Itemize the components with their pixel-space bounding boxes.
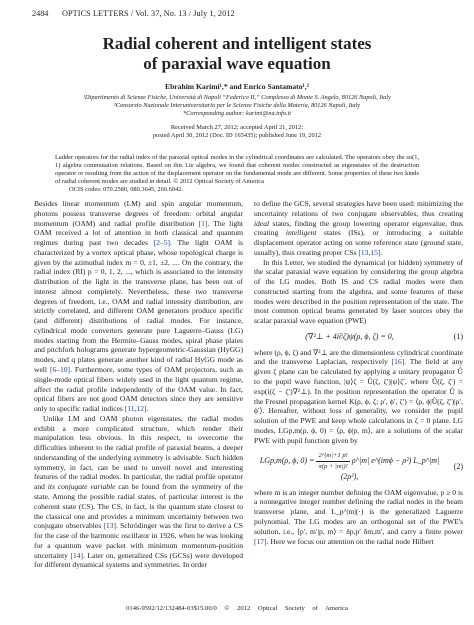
equation-2-lhs: LGp,m(ρ, ϕ, 0) = xyxy=(259,456,315,466)
page-footer: 0146-9592/12/132484-03$15.00/0 © 2012 Optical Society of America xyxy=(126,605,348,612)
paragraph-text: . Schrödinger was the first to derive a CS for the case of the harmonic oscillator in 1926, when he was looking for a quantum wave packet with minimum momentum-position uncertainty xyxy=(34,521,243,560)
title-line-2: of paraxial wave equation xyxy=(143,54,331,73)
emphasis-text: ideal xyxy=(254,218,270,228)
title-line-1: Radial coherent and intelligent states xyxy=(102,34,372,53)
left-paragraph-1 xyxy=(34,199,243,414)
ocis-codes: OCIS codes: 070.2580, 080.3645, 260.6042. xyxy=(69,186,183,194)
abstract-text: Ladder operators for the radial index of the paraxial optical modes in the cylindrical coordinates are calculated. The operators obey the su(1, 1) algebra commutation relations. Based on this Lie algebra, we found that coherent modes constructed as eigenstates of the destruction operator or resulting from the action of the displacement operator on the fundamental mode are different. Some properties of these two kinds of radial coherent modes are studied in detail. © 2012 Optical Society of America xyxy=(55,154,419,186)
right-paragraph-4 xyxy=(254,488,463,547)
affiliation-1: ¹Dipartimento di Scienze Fisiche, Università di Napoli “Federico II,” Complesso di Monte S. Angelo, 80126 Napoli, Italy xyxy=(83,94,391,101)
abstract xyxy=(55,154,419,194)
left-column xyxy=(34,199,243,570)
paragraph-text: Besides linear momentum (LM) and spin angular momentum, photons possess transverse degrees of freedom: orbital angular momentum (OAM) and radial profile distribution xyxy=(34,199,243,228)
equation-1-body: (∇²⊥ + 4i∂ζ)ψ(ρ, ϕ, ζ) = 0, xyxy=(305,331,394,341)
equation-1-number: (1) xyxy=(453,331,463,341)
equation-2-numerator: 2^|m|+1 p! xyxy=(316,451,349,462)
paper-title xyxy=(0,34,474,74)
paragraph-text: . xyxy=(380,247,383,257)
right-paragraph-3 xyxy=(254,348,463,446)
paragraph-text: . Furthermore, some types of OAM projectors, such as single-mode optical fibers widely used in the light quantum regime, affect the radial profile independently of the OAM value. In fact, optical fibers are not good OAM detectors since they are sensitive only to specific radial indices xyxy=(34,365,243,414)
citation-link[interactable]: [1] xyxy=(198,218,208,228)
equation-2-body xyxy=(254,451,445,481)
paragraph-text: . Here we focus our attention on the radial node Hilbert xyxy=(266,536,434,546)
affiliation-2: ²Consorzio Nazionale Interuniversitario per le Scienze Fisiche della Materia, 80126 Napoli, Italy xyxy=(113,102,361,109)
paragraph-text: states, finding the group lowering operator eigenvalue, thus creating xyxy=(254,218,463,238)
equation-2-fraction xyxy=(316,451,349,472)
equation-2-rhs: ρ^|m| e^(imϕ − ρ²) L_p^|m|(2ρ²), xyxy=(340,456,440,481)
paragraph-text: In this Letter, we studied the dynamical (or hidden) symmetry of the scalar paraxial wave equation by considering the group algebra of the LG modes. Both IS and CS radial modes were then constructed starting from the algebra, and some features of these modes were described in the position representation of the state. The most common optical beams generated by laser sources obey the scalar paraxial wave equation (PWE) xyxy=(254,257,463,326)
citation-link[interactable]: [11,12] xyxy=(124,404,147,414)
citation-link[interactable]: [16] xyxy=(391,357,405,367)
paragraph-text: . Later on, generalized CSs (GCSs) were developed for different dynamical systems and symmetries. In order xyxy=(34,550,243,570)
emphasis-text: its conjugate variable xyxy=(47,482,116,492)
left-paragraph-2 xyxy=(34,414,243,570)
corresponding-author: *Corresponding author: karimi@na.infn.it xyxy=(182,110,292,117)
equation-1 xyxy=(254,332,463,342)
running-header xyxy=(32,9,442,21)
paragraph-text: . The light OAM is characterized by a vortex optical phase, whose topological charge is given by the azimuthal index m = 0, ±1, ±2, .... On the contrary, the radial index (RI) p = 0, 1, 2, ..., which is associated to the intensity distribution of the light in the transverse plane, has been out of interest almost completely. Nevertheless, these two transverse degrees of freedom, i.e., OAM and radial intensity distribution, are strictly correlated, and different OAM generators produce specific (and different) distributions of radial modes. For instance, cylindrical mode converters generate pure Laguerre–Gauss (LG) modes starting from the Hermite–Gauss modes, spiral phase plates and pitchfork holograms generate hypergeometric-Gaussian (HyGG) modes, and q plates generate another kind of radial HyGG mode as well xyxy=(34,238,243,375)
paragraph-text: . The field at any given ζ plane can be calculated by applying a unitary propagator Û to the pupil wave function, |ψ⟩ζ = Û(ζ, ζ′)|ψ⟩ζ′, where Û(ζ, ζ′) = exp(i(ζ − ζ′)∇²⊥). In the position representation the operator Û is the Fresnel propagation kernel K(ρ, ϕ, ζ; ρ′, ϕ′, ζ′) = ⟨ρ, ϕ|Û(ζ, ζ′)|ρ′, ϕ′⟩. Hereafter, without loss of generality, we consider the pupil solution of the PWE and keep whole calculations in ζ = 0 plane. LG modes, LGp,m(ρ, ϕ, 0) = ⟨ρ, ϕ|p, m⟩, are a solutions of the scalar PWE with pupil function given by xyxy=(254,357,463,445)
paragraph-text: where (ρ, ϕ, ζ) and ∇²⊥ are the dimensionless cylindrical coordinate and the transverse Laplacian, respectively xyxy=(254,347,463,367)
received-dates: Received March 27, 2012; accepted April 21, 2012; xyxy=(170,124,304,131)
citation-link[interactable]: [6–10] xyxy=(49,365,71,375)
paragraph-text: . The light OAM received a lot of attention in both classical and quantum regimes during past two decades xyxy=(34,218,243,248)
citation-link[interactable]: [13] xyxy=(103,521,116,531)
citation-link[interactable]: [14] xyxy=(70,550,84,560)
paragraph-text: . xyxy=(146,404,149,414)
emphasis-text: intelligent xyxy=(285,228,317,238)
equation-2 xyxy=(254,451,463,481)
equation-2-number: (2) xyxy=(453,461,463,471)
journal-line: OPTICS LETTERS / Vol. 37, No. 13 / July 1, 2012 xyxy=(62,9,235,18)
paragraph-text: to define the GCS, several strategies have been used: minimizing the uncertainty relations of two conjugate observables, thus creating xyxy=(254,199,463,218)
paragraph-text: states (ISs), or introducing a suitable displacement operator acting on some reference state (ground state, usually), thus creating proper CSs xyxy=(254,228,463,257)
page-number: 2484 xyxy=(32,9,49,18)
paragraph-text: Unlike LM and OAM photon eigenstates, the radial modes exhibit a more complicated structure, which render their manipulation less obvious. In this respect, to overcome the difficulties inherent to the radial profile of paraxial beams, a deeper understanding of the underlying symmetry is advisable. Such hidden symmetry, in fact, can be used to unveil novel and interesting features of the radial modes. In particular, the radial profile operator and xyxy=(34,413,243,492)
right-paragraph-1 xyxy=(254,199,463,258)
right-column xyxy=(254,199,463,546)
paragraph-text: where m is an integer number defining the OAM eigenvalue, p ≥ 0 is a nonnegative integer number defining the radial nodes in the beam transverse plane, and L_p^|m|(·) is the generalized Laguerre polynomial. The LG modes are an orthogonal set of the PWE's solution, i.e., ⟨p′, m′|p, m⟩ = δp,p′ δm,m′, and carry a finite power xyxy=(254,487,463,536)
citation-link[interactable]: [13,15] xyxy=(358,247,381,257)
citation-link[interactable]: [17] xyxy=(254,536,267,546)
author-list: Ebrahim Karimi¹,* and Enrico Santamato¹,² xyxy=(165,82,309,91)
citation-link[interactable]: [2–5] xyxy=(153,238,171,248)
paragraph-text: can be found from the symmetry of the state. Among the possible radial states, of particular interest is the coherent state (CS). The CS, in fact, is the quantum state closest to the classical one and provides a minimum uncertainty between two conjugate observables xyxy=(34,482,243,531)
published-dates: posted April 30, 2012 (Doc. ID 165435); published June 19, 2012 xyxy=(152,132,322,139)
equation-2-denominator: π(p + |m|)! xyxy=(318,463,348,471)
right-paragraph-2 xyxy=(254,258,463,326)
